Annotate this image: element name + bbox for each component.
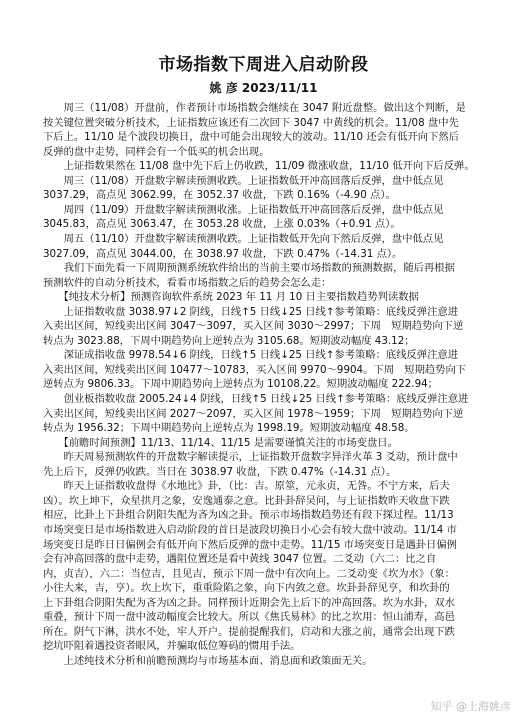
text-line: 预测软件的自动分析技术，看看市场指数之后的趋势会怎么走：: [43, 276, 332, 289]
text-line: 【前瞻时间预测】11/13、11/14、11/15 是需要谨慎关注的市场变盘日。: [43, 436, 398, 449]
text-line: 创业板指数收盘 2005.24↓4 阴线，日线↑5 日线↓25 日线↑参考策略：底线反弹注意进: [43, 393, 469, 405]
text-line: 上证指数收盘 3038.97↓2 阴线，日线↑5 日线↓25 日线↑参考策略：底线反弹注意进: [43, 305, 458, 318]
text-line: 凶）。坎上坤下，众星拱月之象，安逸通泰之意。比卦卦辞吴问，与上证指数昨天收盘下跌: [43, 494, 450, 507]
text-line: 相应，比卦上下卦组合阴阳失配为吝为凶之卦。预示市场指数趋势还有段下探过程。11/13: [43, 509, 454, 522]
text-line: 转点为 3023.88，下周中期趋势向上逆转点为 3105.68。短期波动幅度 43.12；: [43, 334, 415, 347]
text-line: 反弹的盘中走势，同样会有一个低买的机会出现。: [43, 145, 270, 158]
text-line: 逆转点为 9806.33。下周中期趋势向上逆转点为 10108.22。短期波动幅度 222.94；: [43, 378, 438, 391]
text-line: 上下卦组合阴阳失配为吝为凶之卦。同样预计近期会先上后下的冲高回落。坎为水卦，双水: [43, 596, 455, 609]
text-line: 3037.29，高点见 3062.99，在 3052.37 收盘，下跌 0.16%（-4.90 点）。: [43, 189, 396, 202]
text-line: 3045.83，高点见 3063.47，在 3053.28 收盘，上涨 0.03%（+0.91 点）。: [43, 218, 401, 231]
text-line: 所在。阴气下淋，洪水不处，牢人开户。提前提醒我们，启动和大涨之前，通常会出现下跌: [43, 625, 455, 638]
text-line: 市场突变日是市场指数进入启动阶段的首日是波段切换日小心会有较大盘中波动。11/14 市: [43, 524, 457, 536]
text-line: 重叠，预计下周一盘中波动幅度会比较大。所以《焦氏易林》的比之坎用：恒山浦寿，高邑: [43, 611, 455, 624]
text-line: 昨天周易预测软件的开盘数字解读提示，上证指数开盘数字异洋火革 3 爻动，预计盘中: [43, 451, 458, 464]
zhihu-watermark: 知乎 @上海姚彦: [430, 700, 511, 713]
text-line: 挖坑吓阻着遇投资者眼风，并骗取低位筹码的惯用手法。: [43, 640, 301, 653]
text-line: 入卖出区间，短线卖出区间 3047～3097，买入区间 3030～2997；下周 短期趋势向下逆: [43, 320, 464, 333]
text-line: 【纯技术分析】预测咨询软件系统 2023 年 11 月 10 日主要指数趋势判读数据: [43, 291, 419, 304]
text-line: 转点为 1956.32；下周中期趋势向上逆转点为 1998.19。短期波动幅度 48.58。: [43, 422, 415, 435]
text-line: 昨天上证指数收盘得《水地比》卦，（比：吉。原筮，元永贞，无咎。不宁方来，后夫: [43, 480, 450, 493]
text-line: 场突变日是昨日日偏例会有低开向下然后反弹的盘中走势。11/15 市场突变日是遇卦日偏例: [43, 538, 457, 551]
text-line: 按关键位置突破分析技术，上证指数应该还有二次回下 3047 中黄线的机会。11/08 盘中先: [43, 116, 459, 129]
text-line: 周五（11/10）开盘数字解读预测收跌。上证指数低开先向下然后反弹，盘中低点见: [43, 233, 444, 245]
text-line: 小往大来，吉，亨）。坎上坎下，重重险陷之象，向下内敛之意。坎卦卦辞见亨，和坎卦的: [43, 582, 450, 595]
text-line: 会有冲高回落的盘中走势，遇阻位置还是看中黄线 3047 位置。二爻动（六二：比之自: [43, 553, 437, 565]
text-line: 上证指数果然在 11/08 盘中先下后上仍收跌，11/09 微涨收盘，11/10 低开向下后反弹。: [43, 160, 475, 173]
text-line: 入卖出区间，短线卖出区间 2027～2097，买入区间 1978～1959；下周 短期趋势向下逆: [43, 407, 464, 420]
text-line: 入卖出区间，短线卖出区间 10477～10783，买入区间 9970～9904。下周 短期趋势向下: [43, 363, 467, 376]
text-line: 3027.09，高点见 3044.00，在 3038.97 收盘，下跌 0.47%（-14.31 点）。: [43, 247, 403, 260]
article-byline: 姚 彦 2023/11/11: [209, 81, 318, 95]
text-line: 先上后下，反弹仍收跌。当日在 3038.97 收盘，下跌 0.47%（-14.31 点）。: [43, 465, 397, 478]
text-line: 下后上。11/10 是个波段切换日，盘中可能会出现较大的波动。11/10 还会有低开向下然后: [43, 131, 459, 144]
text-line: 内，贞吉），六二：当位吉，且见吉，预示下周一盘中有次向上。二爻动变《坎为水》（象：: [43, 567, 455, 580]
text-line: 周三（11/08）开盘数字解读预测收跌。上证指数低开冲高回落后反弹，盘中低点见: [43, 174, 444, 187]
text-line: 上述纯技术分析和前瞻预测均与市场基本面、消息面和政策面无关。: [43, 654, 373, 667]
text-line: 周三（11/08）开盘前，作者预计市场指数会继续在 3047 附近盘整。做出这个判断，是: [43, 102, 466, 114]
text-line: 深证成指收盘 9978.54↓6 阴线，日线↑5 日线↓25 日线↑参考策略：底线反弹注意进: [43, 349, 458, 362]
article-title: 市场指数下周进入启动阶段: [158, 55, 369, 75]
text-line: 我们下面先看一下周期预测系统软件给出的当前主要市场指数的预测数据，随后再根据: [43, 262, 455, 275]
text-line: 周四（11/09）开盘数字解读预测收涨。上证指数低开冲高回落后反弹，盘中低点见: [43, 203, 444, 216]
